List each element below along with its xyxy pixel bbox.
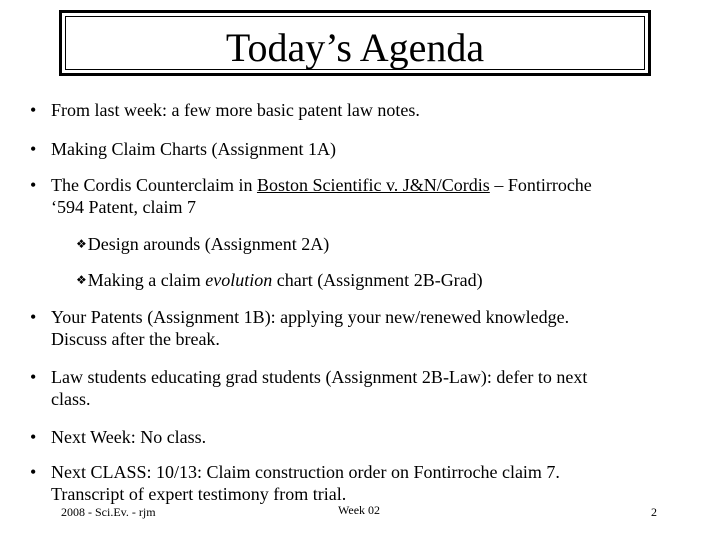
- agenda-item-7-line-2: Transcript of expert testimony from trial.: [51, 484, 347, 504]
- agenda-item-7: [51, 461, 691, 505]
- agenda-item-3-line-2: ‘594 Patent, claim 7: [51, 197, 196, 217]
- agenda-item-4-line-2: Discuss after the break.: [51, 329, 220, 349]
- agenda-item-1: From last week: a few more basic patent law notes.: [51, 100, 420, 120]
- footer-center: Week 02: [338, 503, 381, 517]
- bullet-icon: •: [30, 427, 37, 447]
- sub-item-2-emphasis: evolution: [205, 270, 273, 290]
- sub-item-2-text-after: chart (Assignment 2B-Grad): [272, 270, 483, 290]
- title-box: [59, 10, 651, 76]
- agenda-item-3-text: The Cordis Counterclaim in: [51, 175, 257, 195]
- sub-item-1: [76, 233, 329, 257]
- bullet-icon: •: [30, 367, 37, 387]
- bullet-icon: •: [30, 462, 37, 482]
- agenda-item-5: [51, 366, 691, 410]
- agenda-item-7-line-1: Next CLASS: 10/13: Claim construction order on Fontirroche claim 7.: [51, 462, 560, 482]
- agenda-item-3: [51, 174, 691, 218]
- sub-item-1-text: Design arounds (Assignment 2A): [87, 234, 330, 254]
- agenda-item-6: Next Week: No class.: [51, 427, 207, 447]
- agenda-item-4-line-1: Your Patents (Assignment 1B): applying your new/renewed knowledge.: [51, 307, 570, 327]
- agenda-item-4: [51, 306, 691, 350]
- slide-number: 2: [651, 505, 657, 519]
- sub-item-2: [76, 269, 483, 293]
- footer-left: 2008 - Sci.Ev. - rjm: [61, 505, 156, 519]
- bullet-icon: •: [30, 100, 37, 120]
- agenda-item-3-line-1: [51, 174, 691, 196]
- case-name: Boston Scientific v. J&N/Cordis: [256, 175, 490, 195]
- bullet-icon: •: [30, 175, 37, 195]
- agenda-item-5-line-1: Law students educating grad students (Assignment 2B-Law): defer to next: [51, 367, 588, 387]
- agenda-item-2: Making Claim Charts (Assignment 1A): [51, 139, 336, 159]
- agenda-item-3-text-after: – Fontirroche: [489, 175, 592, 195]
- bullet-icon: •: [30, 307, 37, 327]
- agenda-item-5-line-2: class.: [51, 389, 91, 409]
- diamond-bullet-icon: ❖: [76, 273, 87, 287]
- bullet-icon: •: [30, 139, 37, 159]
- slide-title: Today’s Agenda: [225, 25, 485, 70]
- sub-item-2-text: Making a claim: [87, 270, 206, 290]
- diamond-bullet-icon: ❖: [76, 237, 87, 251]
